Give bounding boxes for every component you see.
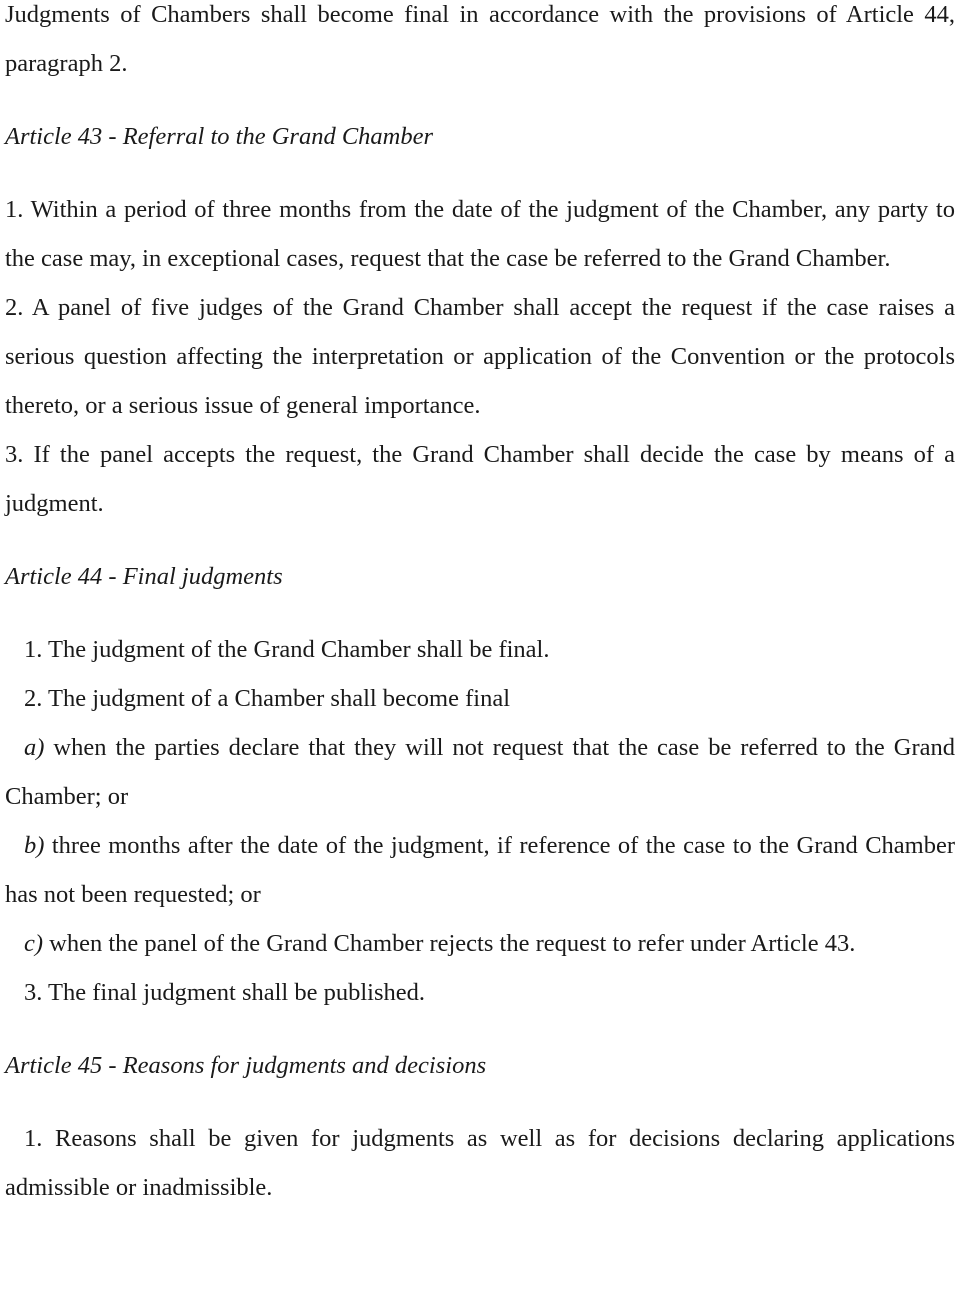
article-43-paragraph-1: 1. Within a period of three months from the date of the judgment of the Chamber, any party to the case may, in exceptional cases, request that the case be referred to the Grand Chamber. (5, 196, 955, 272)
article-45-heading: Article 45 - Reasons for judgments and decisions (5, 1052, 487, 1079)
article-44-heading: Article 44 - Final judgments (5, 563, 283, 590)
article-44-item-c (5, 919, 955, 968)
article-43-paragraph-3: 3. If the panel accepts the request, the Grand Chamber shall decide the case by means of a judgment. (5, 441, 955, 517)
item-a-text: when the parties declare that they will not request that the case be referred to the Grand Chamber; or (5, 734, 955, 810)
spacer (5, 528, 955, 552)
article-43-paragraph-2: 2. A panel of five judges of the Grand Chamber shall accept the request if the case raises a serious question affecting the interpretation or application of the Convention or the protocols thereto, or a serious issue of general importance. (5, 294, 955, 419)
item-a-marker: a) (24, 734, 45, 761)
spacer (5, 1017, 955, 1041)
article-44-item-b (5, 821, 955, 919)
article-44-paragraph-2: 2. The judgment of a Chamber shall become final (24, 685, 511, 712)
article-44-paragraph-1: 1. The judgment of the Grand Chamber shall be final. (24, 636, 550, 663)
spacer (5, 1090, 955, 1114)
article-43-heading: Article 43 - Referral to the Grand Chamber (5, 123, 434, 150)
spacer (5, 88, 955, 112)
document-page (5, 0, 955, 1212)
item-c-text: when the panel of the Grand Chamber rejects the request to refer under Article 43. (43, 930, 856, 957)
spacer (5, 161, 955, 185)
spacer (5, 601, 955, 625)
article-44-item-a (5, 723, 955, 821)
item-c-marker: c) (24, 930, 44, 957)
article-44-paragraph-3: 3. The final judgment shall be published. (24, 979, 426, 1006)
item-b-marker: b) (24, 832, 45, 859)
closing-paragraph-article-42: Judgments of Chambers shall become final in accordance with the provisions of Article 44, paragraph 2. (5, 1, 955, 77)
item-b-text: three months after the date of the judgment, if reference of the case to the Grand Chamber has not been requested; or (5, 832, 955, 908)
article-45-paragraph-1: 1. Reasons shall be given for judgments as well as for decisions declaring applications admissible or inadmissible. (5, 1125, 955, 1201)
